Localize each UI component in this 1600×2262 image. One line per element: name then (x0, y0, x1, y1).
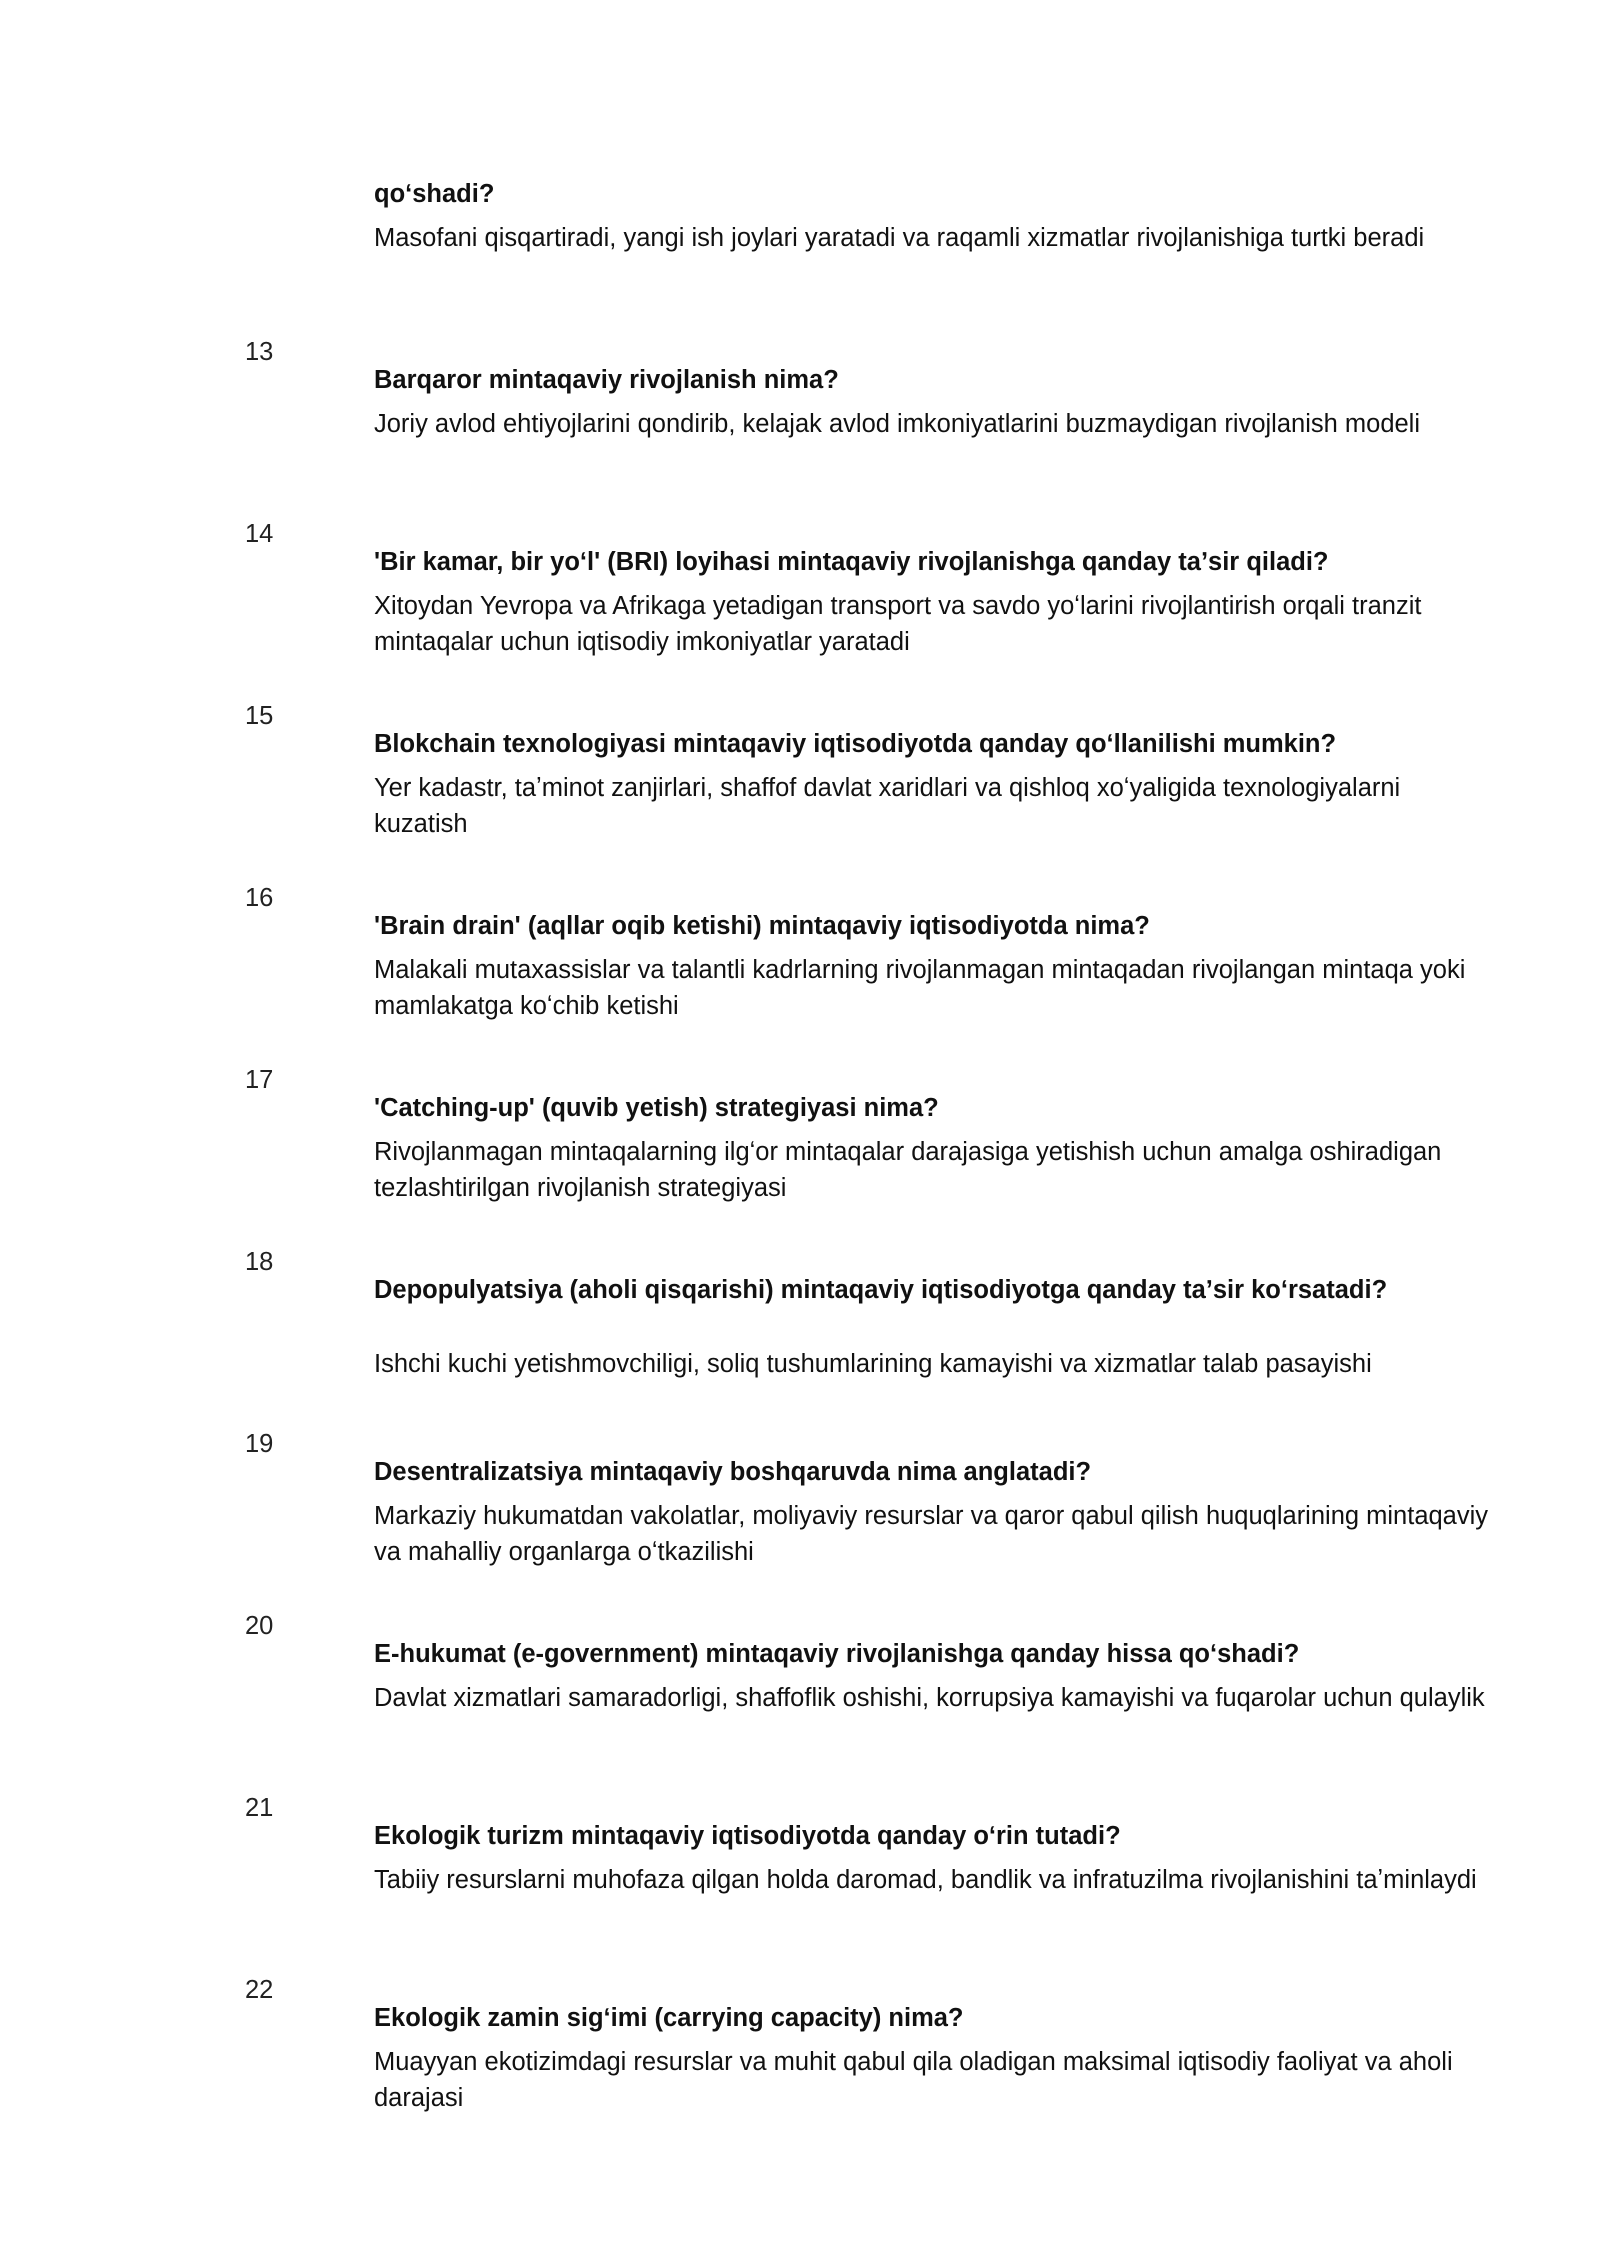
answer-text: Ishchi kuchi yetishmovchiligi, soliq tushumlarining kamayishi va xizmatlar talab pasayishi (374, 1350, 1372, 1378)
answer-text: Markaziy hukumatdan vakolatlar, moliyaviy resurslar va qaror qabul qilish huquqlarining mintaqaviy va mahalliy organlarga oʻtkazilishi (374, 1502, 1489, 1566)
entry-body (374, 2000, 1494, 2116)
entry-body (374, 1636, 1494, 1716)
entry-number: 20 (245, 1612, 274, 1640)
entry-body (374, 1090, 1494, 1206)
question-text: Blokchain texnologiyasi mintaqaviy iqtisodiyotda qanday qoʻllanilishi mumkin? (374, 730, 1337, 758)
question-text: qoʻshadi? (374, 180, 495, 208)
entry-body (374, 544, 1494, 660)
answer-text: Masofani qisqartiradi, yangi ish joylari yaratadi va raqamli xizmatlar rivojlanishiga turtki beradi (374, 224, 1425, 252)
question-text: Desentralizatsiya mintaqaviy boshqaruvda nima anglatadi? (374, 1458, 1092, 1486)
question-text: Ekologik turizm mintaqaviy iqtisodiyotda qanday oʻrin tutadi? (374, 1822, 1121, 1850)
entry-body (374, 1272, 1494, 1382)
question-text: 'Catching-up' (quvib yetish) strategiyasi nima? (374, 1094, 939, 1122)
entry-number: 19 (245, 1430, 274, 1458)
answer-text: Joriy avlod ehtiyojlarini qondirib, kelajak avlod imkoniyatlarini buzmaydigan rivojlanish modeli (374, 410, 1421, 438)
question-text: E-hukumat (e-government) mintaqaviy rivojlanishga qanday hissa qoʻshadi? (374, 1640, 1300, 1668)
entry-number: 17 (245, 1066, 274, 1094)
entry-body (374, 726, 1494, 842)
entry-number: 15 (245, 702, 274, 730)
question-text: Ekologik zamin sigʻimi (carrying capacity) nima? (374, 2004, 964, 2032)
question-text: 'Bir kamar, bir yoʻl' (BRI) loyihasi mintaqaviy rivojlanishga qanday taʼsir qiladi? (374, 548, 1329, 576)
entry-number: 21 (245, 1794, 274, 1822)
answer-text: Yer kadastr, taʼminot zanjirlari, shaffof davlat xaridlari va qishloq xoʻyaligida texnologiyalarni kuzatish (374, 774, 1401, 838)
continued-entry (374, 176, 1494, 256)
answer-text: Rivojlanmagan mintaqalarning ilgʻor mintaqalar darajasiga yetishish uchun amalga oshiradigan tezlashtirilgan rivojlanish strategiyasi (374, 1138, 1442, 1202)
entry-number: 16 (245, 884, 274, 912)
answer-text: Xitoydan Yevropa va Afrikaga yetadigan transport va savdo yoʻlarini rivojlantirish orqali tranzit mintaqalar uchun iqtisodiy imkoniyatlar yaratadi (374, 592, 1422, 656)
entry-number: 22 (245, 1976, 274, 2004)
entry-number: 18 (245, 1248, 274, 1276)
answer-text: Tabiiy resurslarni muhofaza qilgan holda daromad, bandlik va infratuzilma rivojlanishini taʼminlaydi (374, 1866, 1477, 1894)
question-text: Depopulyatsiya (aholi qisqarishi) mintaqaviy iqtisodiyotga qanday taʼsir koʻrsatadi? (374, 1276, 1388, 1304)
entry-body (374, 362, 1494, 442)
answer-text: Davlat xizmatlari samaradorligi, shaffoflik oshishi, korrupsiya kamayishi va fuqarolar uchun qulaylik (374, 1684, 1485, 1712)
entry-body (374, 1818, 1494, 1898)
entry-number: 13 (245, 338, 274, 366)
entry-body (374, 908, 1494, 1024)
question-text: Barqaror mintaqaviy rivojlanish nima? (374, 366, 839, 394)
entry-number: 14 (245, 520, 274, 548)
answer-text: Malakali mutaxassislar va talantli kadrlarning rivojlanmagan mintaqadan rivojlangan mintaqa yoki mamlakatga koʻchib ketishi (374, 956, 1466, 1020)
entry-body (374, 1454, 1494, 1570)
question-text: 'Brain drain' (aqllar oqib ketishi) mintaqaviy iqtisodiyotda nima? (374, 912, 1150, 940)
answer-text: Muayyan ekotizimdagi resurslar va muhit qabul qila oladigan maksimal iqtisodiy faoliyat va aholi darajasi (374, 2048, 1453, 2112)
